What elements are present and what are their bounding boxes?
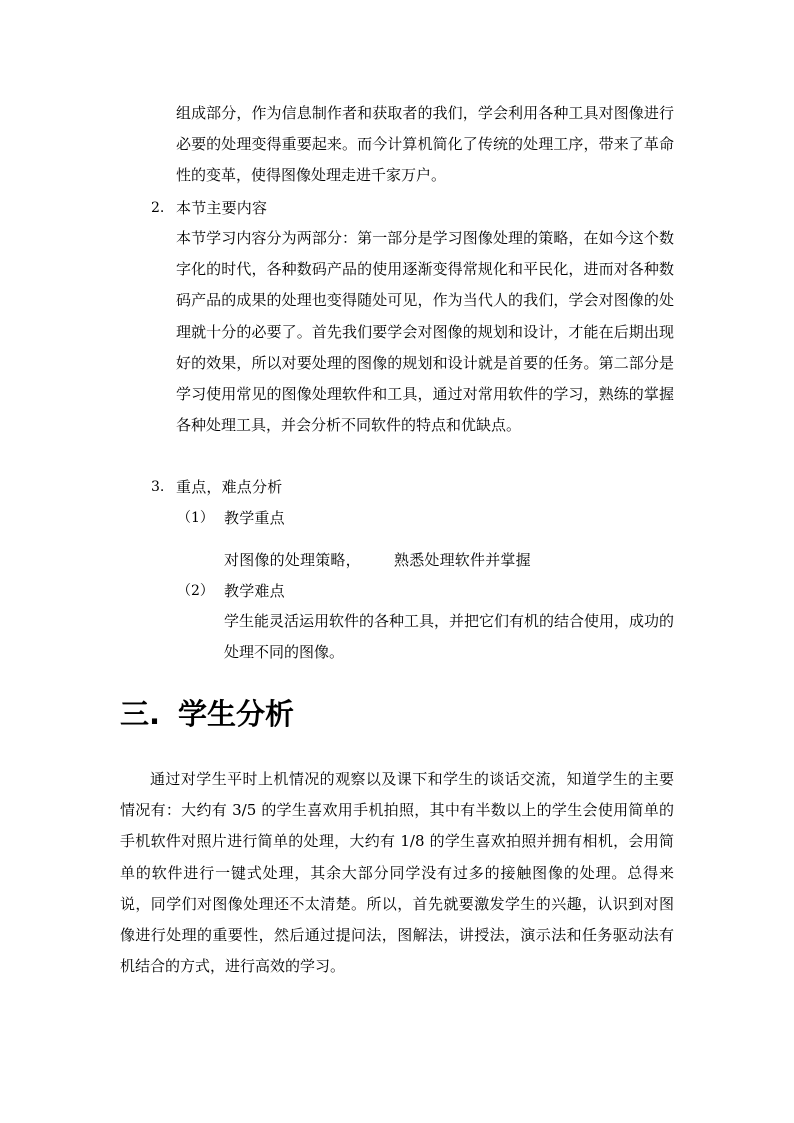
sub-item-2-title: 教学难点 xyxy=(224,582,285,600)
item-3-number: 3. xyxy=(151,479,165,495)
sub-item-1-title: 教学重点 xyxy=(224,509,285,527)
sub-item-2-number: （2） xyxy=(177,583,214,599)
intro-paragraph: 组成部分，作为信息制作者和获取者的我们，学会利用各种工具对图像进行必要的处理变得重要起来。而今计算机简化了传统的处理工序，带来了革命性的变革，使得图像处理走进千家万户。 xyxy=(176,104,674,185)
section-3-paragraph: 通过对学生平时上机情况的观察以及课下和学生的谈话交流，知道学生的主要情况有：大约有 3/5 的学生喜欢用手机拍照，其中有半数以上的学生会使用简单的手机软件对照片进行简单的处理，大约有 1/8 的学生喜欢拍照并拥有相机，会用简单的软件进行一键式处理，其余大部分同学没有过多的接触图像的处理。总得来说，同学们对图像处理还不太清楚。所以，首先就要激发学生的兴趣，认识到对图像进行处理的重要性，然后通过提问法，图解法，讲授法，演示法和任务驱动法有机结合的方式，进行高效的学习。 xyxy=(120,770,674,976)
item-2-number: 2. xyxy=(151,200,165,216)
sub-item-1-number: （1） xyxy=(177,510,214,526)
item-2-title: 本节主要内容 xyxy=(176,199,268,217)
key-point-b: 熟悉处理软件并掌握 xyxy=(394,551,531,569)
key-point-a: 对图像的处理策略， xyxy=(224,551,361,569)
item-3-title: 重点，难点分析 xyxy=(176,478,283,496)
section-3-title: 学生分析 xyxy=(178,697,295,731)
section-3-number: 三. xyxy=(120,697,161,731)
section-3-heading xyxy=(120,694,294,734)
sub-item-2-paragraph: 学生能灵活运用软件的各种工具，并把它们有机的结合使用，成功的处理不同的图像。 xyxy=(224,612,675,662)
item-2-paragraph: 本节学习内容分为两部分：第一部分是学习图像处理的策略，在如今这个数字化的时代，各种数码产品的使用逐渐变得常规化和平民化，进而对各种数码产品的成果的处理也变得随处可见，作为当代人的我们，学会对图像的处理就十分的必要了。首先我们要学会对图像的规划和设计，才能在后期出现好的效果，所以对要处理的图像的规划和设计就是首要的任务。第二部分是学习使用常见的图像处理软件和工具，通过对常用软件的学习，熟练的掌握各种处理工具，并会分析不同软件的特点和优缺点。 xyxy=(176,229,674,435)
